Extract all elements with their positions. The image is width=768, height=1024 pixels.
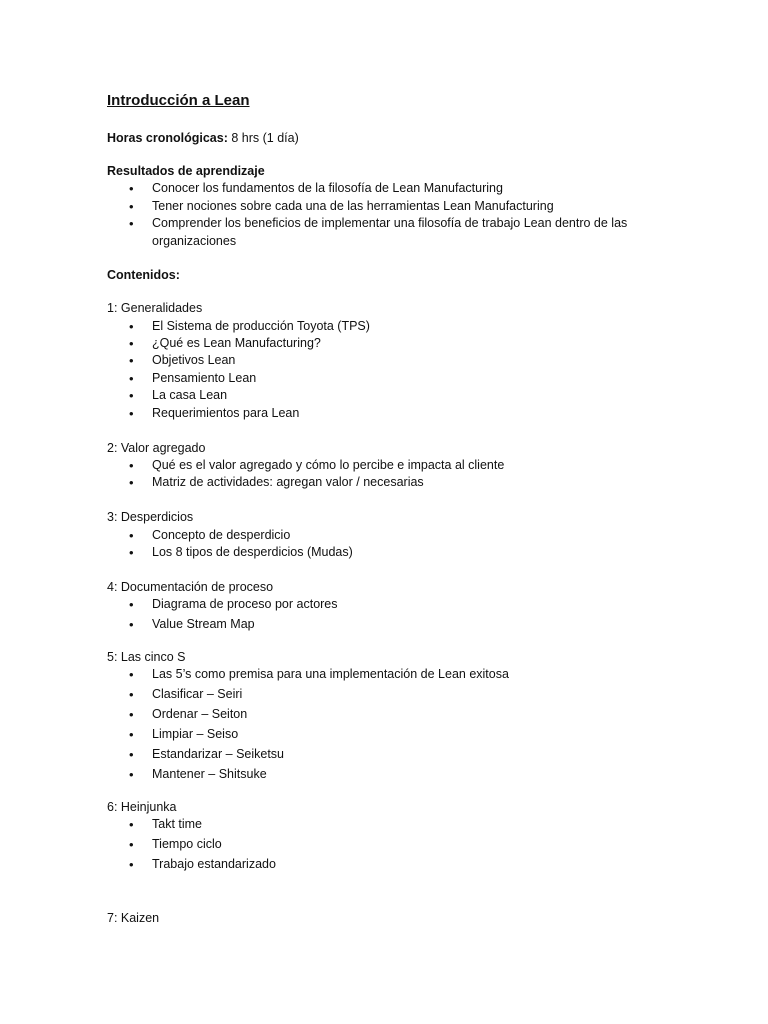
- list-item: • Diagrama de proceso por actores: [129, 597, 338, 612]
- list-item: • Pensamiento Lean: [129, 370, 257, 386]
- bullet-icon: •: [129, 181, 134, 196]
- list-item: • La casa Lean: [129, 388, 228, 403]
- list-item: • Ordenar – Seiton: [129, 706, 248, 722]
- list-item: • Qué es el valor agregado y cómo lo percibe e impacta al cliente: [129, 457, 505, 473]
- document-title: Introducción a Lean: [107, 92, 250, 109]
- hours-value: 8 hrs (1 día): [227, 131, 299, 145]
- bullet-icon: •: [129, 616, 134, 632]
- bullet-icon: •: [129, 597, 134, 612]
- list-item: • Requerimientos para Lean: [129, 405, 300, 421]
- list-item: • Estandarizar – Seiketsu: [129, 746, 285, 762]
- outcomes-heading: Resultados de aprendizaje: [107, 164, 265, 178]
- bullet-icon: •: [129, 198, 134, 214]
- list-item: • Value Stream Map: [129, 616, 255, 632]
- bullet-icon: •: [129, 746, 134, 762]
- list-item: • Matriz de actividades: agregan valor / necesarias: [129, 475, 424, 490]
- contents-heading: Contenidos:: [107, 268, 180, 282]
- list-item: • Trabajo estandarizado: [129, 857, 276, 872]
- bullet-icon: •: [129, 370, 134, 386]
- list-item: • Tiempo ciclo: [129, 837, 222, 852]
- bullet-icon: •: [129, 544, 134, 560]
- bullet-icon: •: [129, 457, 134, 473]
- outcome-item: • Conocer los fundamentos de la filosofía de Lean Manufacturing: [129, 181, 503, 196]
- bullet-icon: •: [129, 667, 134, 682]
- bullet-icon: •: [129, 766, 134, 782]
- bullet-icon: •: [129, 726, 134, 742]
- list-item: • Takt time: [129, 817, 203, 832]
- section-heading: 1: Generalidades: [107, 301, 203, 315]
- bullet-icon: •: [129, 837, 134, 852]
- bullet-icon: •: [129, 686, 134, 702]
- section-heading: 3: Desperdicios: [107, 510, 194, 524]
- list-item: • Los 8 tipos de desperdicios (Mudas): [129, 544, 353, 560]
- bullet-icon: •: [129, 216, 134, 231]
- bullet-icon: •: [129, 388, 134, 403]
- list-item: • ¿Qué es Lean Manufacturing?: [129, 336, 321, 351]
- hours-line: [107, 130, 299, 147]
- section-heading: 6: Heinjunka: [107, 799, 177, 814]
- section-heading: 4: Documentación de proceso: [107, 579, 274, 594]
- bullet-icon: •: [129, 527, 134, 543]
- section-heading: 5: Las cinco S: [107, 649, 186, 664]
- list-item: • El Sistema de producción Toyota (TPS): [129, 318, 370, 334]
- list-item: • Las 5’s como premisa para una implementación de Lean exitosa: [129, 667, 509, 682]
- bullet-icon: •: [129, 706, 134, 722]
- list-item: • Clasificar – Seiri: [129, 686, 243, 702]
- bullet-icon: •: [129, 353, 134, 368]
- list-item: • Concepto de desperdicio: [129, 527, 291, 543]
- list-item: • Mantener – Shitsuke: [129, 766, 267, 782]
- bullet-icon: •: [129, 857, 134, 872]
- bullet-icon: •: [129, 318, 134, 334]
- list-item: • Limpiar – Seiso: [129, 726, 239, 742]
- bullet-icon: •: [129, 405, 134, 421]
- list-item: • Objetivos Lean: [129, 353, 236, 368]
- outcome-item: • Tener nociones sobre cada una de las herramientas Lean Manufacturing: [129, 198, 554, 214]
- section-heading: 7: Kaizen: [107, 910, 160, 925]
- bullet-icon: •: [129, 475, 134, 490]
- outcome-item: • Comprender los beneficios de implementar una filosofía de trabajo Lean dentro de las organizaciones: [129, 216, 628, 248]
- section-heading: 2: Valor agregado: [107, 440, 206, 455]
- hours-label: Horas cronológicas:: [107, 131, 228, 145]
- bullet-icon: •: [129, 817, 134, 832]
- bullet-icon: •: [129, 336, 134, 351]
